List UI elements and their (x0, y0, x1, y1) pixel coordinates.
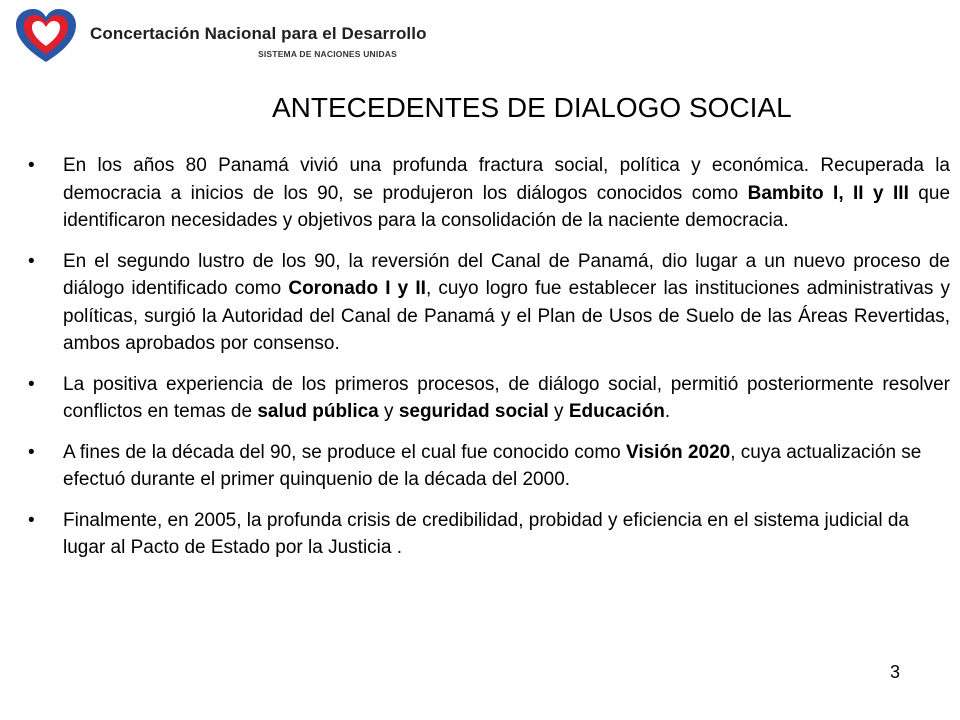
page-number: 3 (890, 662, 901, 682)
bullet-text: y (378, 401, 399, 422)
bold-text: seguridad social (398, 401, 549, 422)
bold-text: Bambito I, II y III (747, 182, 909, 204)
organization-name: Concertación Nacional para el Desarrollo (90, 24, 427, 43)
bullet-text: A fines de la década del 90, se produce el cual fue conocido como (63, 441, 626, 463)
bullet-text: que identificaron necesidades y objetivos para la consolidación de la naciente democracia. (63, 182, 951, 231)
bullet-item (28, 371, 950, 426)
bullet-text: La positiva experiencia de los primeros procesos, de diálogo social, permitió posteriormente resolver conflictos en temas de (63, 373, 950, 422)
bold-text: Educación (568, 401, 665, 422)
bullet-item (28, 507, 950, 562)
bullet-item (28, 439, 950, 494)
bullet-list (28, 152, 950, 575)
bullet-text: , cuya actualización se efectuó durante el primer quinquenio de la década del 2000. (63, 441, 922, 490)
bullet-text: Finalmente, en 2005, la profunda crisis de credibilidad, probidad y eficiencia en el sistema judicial da lugar al Pacto de Estado por la Justicia . (63, 509, 909, 558)
organization-subtitle: SISTEMA DE NACIONES UNIDAS (258, 49, 398, 59)
bullet-item (28, 248, 950, 358)
bullet-text: . (664, 401, 671, 422)
header (14, 8, 434, 66)
bullet-text: En el segundo lustro de los 90, la reversión del Canal de Panamá, dio lugar a un nuevo proceso de diálogo identificado como (63, 250, 950, 299)
bold-text: Visión 2020 (626, 441, 731, 463)
bullet-text: , cuyo logro fue establecer las instituciones administrativas y políticas, surgió la Autoridad del Canal de Panamá y el Plan de Usos de Suelo de las Áreas Revertidas, ambos aprobados por consenso. (63, 278, 950, 354)
bullet-item (28, 152, 950, 235)
bullet-text: y (548, 401, 569, 422)
slide-title: ANTECEDENTES DE DIALOGO SOCIAL (272, 92, 792, 123)
bullet-text: En los años 80 Panamá vivió una profunda fractura social, política y económica. Recuperada la democracia a inicios de los 90, se produjeron los diálogos conocidos como (63, 155, 950, 204)
heart-logo-icon (14, 8, 78, 64)
bold-text: salud pública (257, 401, 379, 422)
bold-text: Coronado I y II (288, 278, 426, 299)
